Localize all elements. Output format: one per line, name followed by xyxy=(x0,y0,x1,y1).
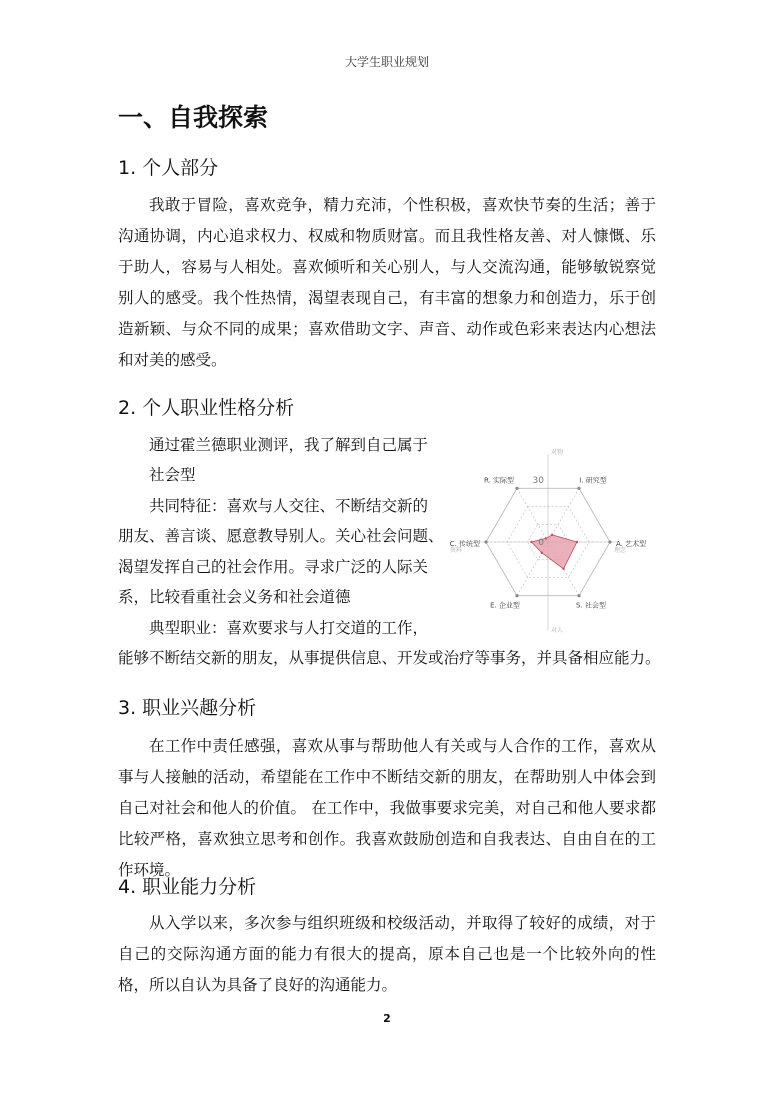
heading-interest: 3. 职业兴趣分析 xyxy=(118,697,257,719)
personality-line: 渴望发挥自己的社会作用。寻求广泛的人际关 xyxy=(118,558,429,576)
radar-data-point xyxy=(551,534,553,536)
radar-data-point xyxy=(541,552,543,554)
radar-data-point xyxy=(576,541,578,543)
radar-category-label: I. 研究型 xyxy=(579,476,607,485)
paragraph-personal: 我敢于冒险，喜欢竞争，精力充沛，个性积极，喜欢快节奏的生活；善于沟通协调，内心追求权力、权威和物质财富。而且我性格友善、对人慷慨、乐于助人，容易与人相处。喜欢倾听和关心别人，与人交流沟通，能够敏锐察觉别人的感受。我个性热情，渴望表现自己，有丰富的想象力和创造力，乐于创造新颖、与众不同的成果；喜欢借助文字、声音、动作或色彩来表达内心想法和对美的感受。 xyxy=(118,196,656,369)
heading-personality: 2. 个人职业性格分析 xyxy=(118,397,295,419)
personality-line: 典型职业：喜欢要求与人打交道的工作， xyxy=(149,619,429,637)
personality-line: 能够不断结交新的朋友，从事提供信息、开发或治疗等事务，并具备相应能力。 xyxy=(118,649,661,667)
radar-data-point xyxy=(545,537,547,539)
radar-data-point xyxy=(530,541,532,543)
personality-line: 系，比较看重社会义务和社会道德 xyxy=(118,588,351,606)
paragraph-interest: 在工作中责任感强，喜欢从事与帮助他人有关或与人合作的工作，喜欢从事与人接触的活动，希望能在工作中不断结交新的朋友，在帮助别人中体会到自己对社会和他人的价值。 在工作中，我做事要求完美，对自己和他人要求都比较严格，喜欢独立思考和创作。我喜欢鼓励创造和自我表达、自由自在的工作环境。 xyxy=(118,737,656,879)
paragraph-ability: 从入学以来，多次参与组织班级和校级活动，并取得了较好的成绩，对于自己的交际沟通方面的能力有很大的提高，原本自己也是一个比较外向的性格，所以自认为具备了良好的沟通能力。 xyxy=(118,914,656,994)
radar-vertex xyxy=(608,540,611,543)
radar-category-label: R. 实际型 xyxy=(483,476,515,485)
personality-line: 社会型 xyxy=(149,466,196,484)
radar-category-label: A. 艺术型 xyxy=(616,540,647,548)
radar-category-label: E. 企业型 xyxy=(490,601,520,610)
radar-category-label: S. 社会型 xyxy=(576,601,606,610)
radar-tick-label: 30 xyxy=(532,476,544,486)
page-header: 大学生职业规划 xyxy=(344,55,429,69)
heading-personal: 1. 个人部分 xyxy=(118,157,219,179)
radar-vertex xyxy=(577,487,580,490)
personality-line: 共同特征：喜欢与人交往、不断结交新的 xyxy=(149,497,429,515)
section-title: 一、自我探索 xyxy=(118,103,269,132)
radar-axis-label-right: 理念 xyxy=(614,547,627,554)
personality-line: 通过霍兰德职业测评，我了解到自己属于 xyxy=(149,436,429,454)
radar-tick-label: 0 xyxy=(538,538,544,548)
radar-category-label: C. 传统型 xyxy=(449,540,480,548)
personality-line: 朋友、善言谈、愿意教导别人。关心社会问题、 xyxy=(118,527,444,545)
radar-vertex xyxy=(515,487,518,490)
radar-vertex xyxy=(515,594,518,597)
radar-axis-label-left: 资料 xyxy=(450,547,463,554)
heading-ability: 4. 职业能力分析 xyxy=(118,876,257,898)
radar-vertex xyxy=(577,594,580,597)
radar-axis-label-bottom: 对人 xyxy=(551,627,564,634)
radar-axis-label-top: 对物 xyxy=(551,449,564,456)
holland-radar-chart xyxy=(438,444,670,640)
page-number: 2 xyxy=(383,1012,391,1025)
radar-data-point xyxy=(562,568,564,570)
radar-vertex xyxy=(484,540,487,543)
radar-spoke xyxy=(517,488,548,542)
